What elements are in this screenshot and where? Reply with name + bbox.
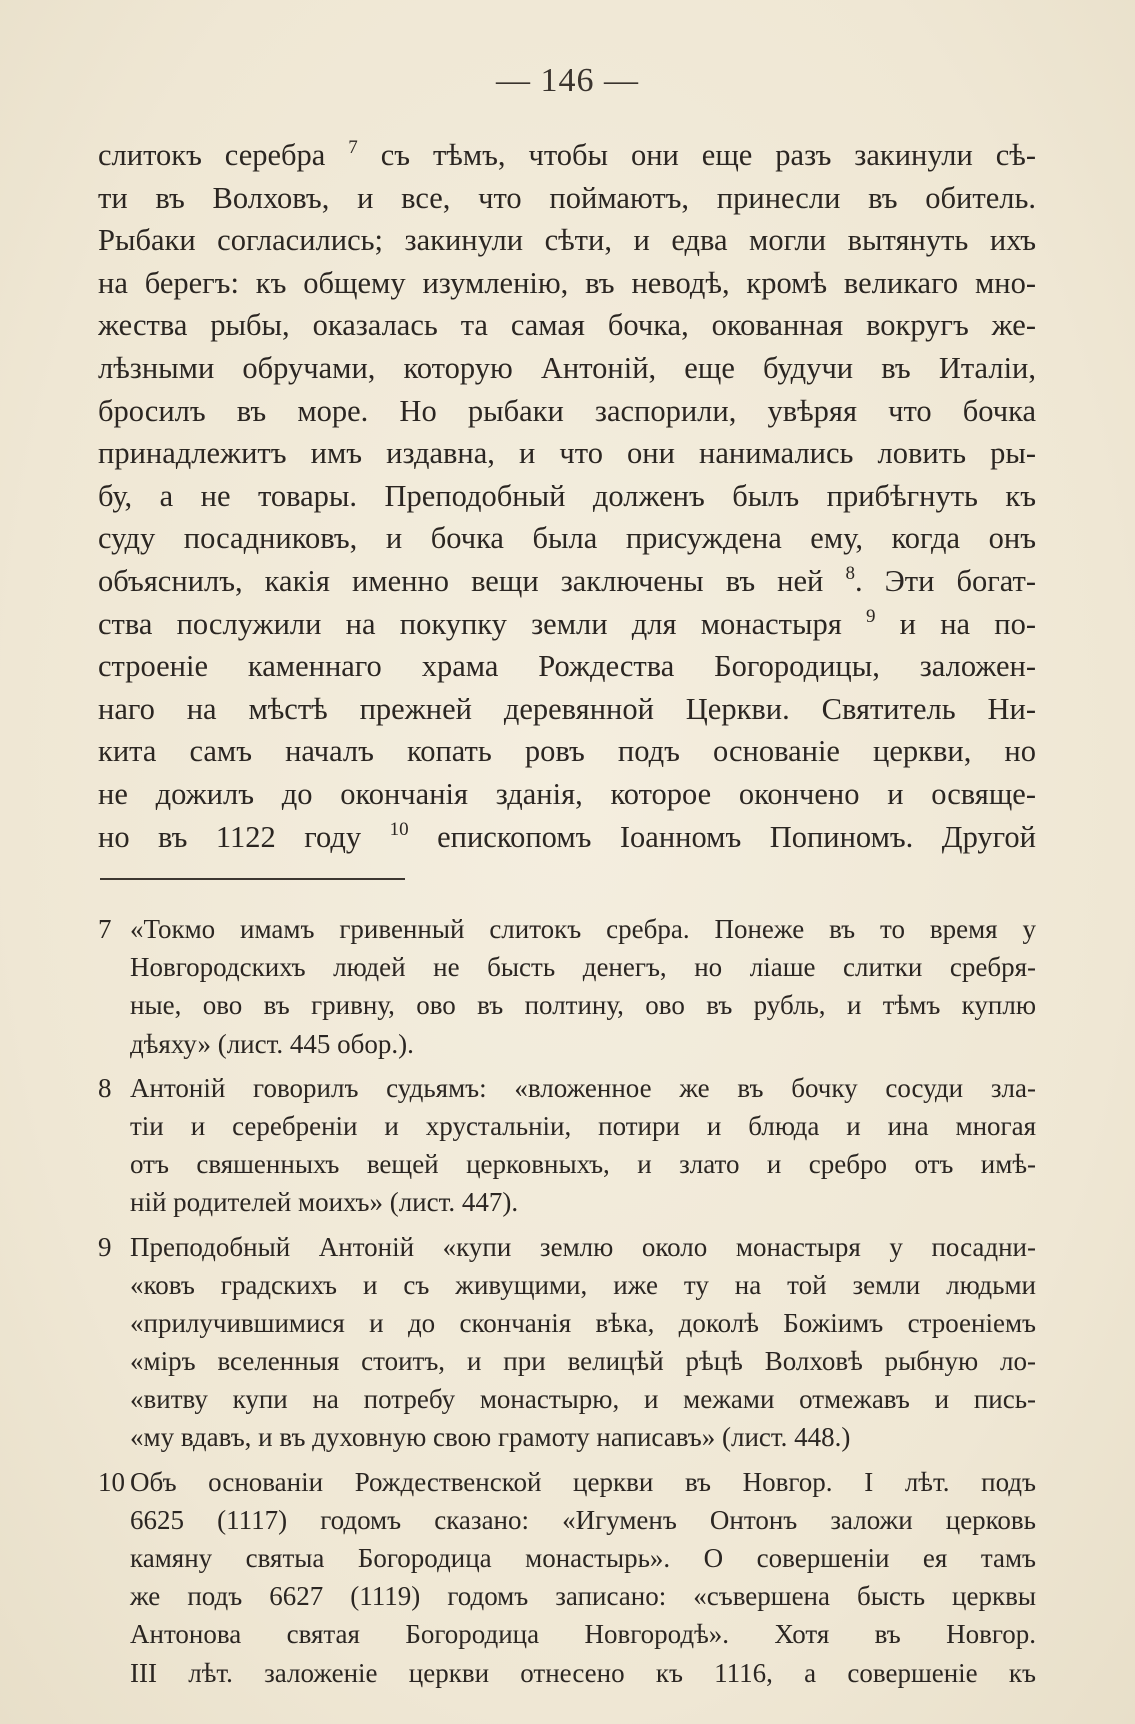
footnote-line: дѣяху» (лист. 445 обор.).	[130, 1028, 414, 1059]
text-line: лѣзными обручами, которую Антоній, еще будучи въ Италіи,	[98, 350, 1036, 385]
text-line: Рыбаки согласились; закинули сѣти, и едва могли вытянуть ихъ	[98, 223, 1036, 258]
footnote-number: 9	[98, 1231, 112, 1262]
footnote-line: тіи и серебреніи и хрустальніи, потири и блюда и ина многая	[130, 1110, 1036, 1141]
footnote-line: Антоній говорилъ судьямъ: «вложенное же въ бочку сосуди зла-	[130, 1072, 1036, 1103]
text-line: объяснилъ, какія именно вещи заключены въ ней $^8$. Эти богат-	[98, 562, 1036, 598]
footnote-line: 6625 (1117) годомъ сказано: «Игуменъ Онтонъ заложи церковь	[130, 1504, 1036, 1535]
footnote-line: III лѣт. заложеніе церкви отнесено къ 1116, а совершеніе къ	[130, 1657, 1036, 1688]
footnote-7	[98, 910, 1036, 1063]
footnote-line: «Токмо имамъ гривенный слитокъ сребра. Понеже въ то время у	[130, 914, 1036, 944]
footnote-line: Новгородскихъ людей не бысть денегъ, но ліаше слитки сребря-	[130, 952, 1036, 983]
footnote-9	[98, 1228, 1036, 1457]
text-line: слитокъ серебра $^7$ съ тѣмъ, чтобы они еще разъ закинули сѣ-	[98, 137, 1036, 172]
main-text	[98, 134, 1036, 858]
footnote-line: Объ основаніи Рождественской церкви въ Новгор. I лѣт. подъ	[130, 1466, 1036, 1497]
footnote-line: Антонова святая Богородица Новгородѣ». Хотя въ Новгор.	[130, 1619, 1036, 1650]
footnote-reference: 9	[865, 605, 876, 627]
footnotes	[98, 910, 1036, 1698]
text-line: на берегъ: къ общему изумленію, въ неводѣ, кромѣ великаго мно-	[98, 265, 1036, 300]
text-line: бросилъ въ море. Но рыбаки заспорили, увѣряя что бочка	[98, 393, 1036, 428]
footnote-number: 10	[98, 1466, 125, 1497]
footnote-line: «витву купи на потребу монастырю, и межами отмежавъ и пись-	[130, 1384, 1036, 1415]
footnote-line: «прилучившимися и до скончанія вѣка, доколѣ Божіимъ строеніемъ	[130, 1307, 1036, 1338]
footnote-10	[98, 1463, 1036, 1692]
text-line: суду посадниковъ, и бочка была присуждена ему, когда онъ	[98, 521, 1036, 556]
footnote-line: «міръ вселенныя стоитъ, и при велицѣй рѣцѣ Волховѣ рыбную ло-	[130, 1346, 1036, 1377]
text-line: ства послужили на покупку земли для монастыря $^9$ и на по-	[98, 605, 1036, 641]
footnote-divider	[100, 878, 405, 880]
footnote-line: «му вдавъ, и въ духовную свою грамоту написавъ» (лист. 448.)	[130, 1422, 851, 1453]
text-line: не дожилъ до окончанія зданія, которое окончено и освяще-	[98, 776, 1036, 811]
text-line: кита самъ началъ копать ровъ подъ основаніе церкви, но	[98, 734, 1036, 769]
text-line: ти въ Волховъ, и все, что поймаютъ, принесли въ обитель.	[98, 180, 1036, 215]
footnote-reference: 10	[389, 818, 409, 840]
footnote-reference: 8	[845, 562, 855, 584]
footnote-line: ные, ово въ гривну, ово въ полтину, ово въ рубль, и тѣмъ куплю	[130, 990, 1036, 1021]
footnote-line: Преподобный Антоній «купи землю около монастыря у посадни-	[130, 1231, 1036, 1262]
footnote-number: 8	[98, 1072, 112, 1103]
footnote-number: 7	[98, 914, 112, 944]
footnote-line: «ковъ градскихъ и съ живущими, иже ту на той земли людьми	[130, 1269, 1036, 1300]
footnote-line: же подъ 6627 (1119) годомъ записано: «съвершена бысть церквы	[130, 1581, 1036, 1612]
text-line: строеніе каменнаго храма Рождества Богородицы, заложен-	[98, 649, 1036, 684]
text-line: наго на мѣстѣ прежней деревянной Церкви. Святитель Ни-	[98, 691, 1036, 726]
text-line: но въ 1122 году $^{10}$ епископомъ Іоанномъ Попиномъ. Другой	[98, 818, 1036, 854]
text-line: жества рыбы, оказалась та самая бочка, окованная вокругъ же-	[98, 308, 1036, 343]
footnote-8	[98, 1069, 1036, 1222]
footnote-line: ній родителей моихъ» (лист. 447).	[130, 1187, 519, 1218]
footnote-reference: 7	[348, 137, 358, 158]
footnote-line: камяну святыа Богородица монастырь». О совершеніи ея тамъ	[130, 1543, 1036, 1573]
text-line: принадлежитъ имъ издавна, и что они нанимались ловить ры-	[98, 436, 1036, 471]
page-number: — 146 —	[496, 62, 639, 99]
text-line: бу, а не товары. Преподобный долженъ былъ прибѣгнуть къ	[98, 478, 1036, 513]
footnote-line: отъ свяшенныхъ вещей церковныхъ, и злато и сребро отъ имѣ-	[130, 1149, 1036, 1180]
